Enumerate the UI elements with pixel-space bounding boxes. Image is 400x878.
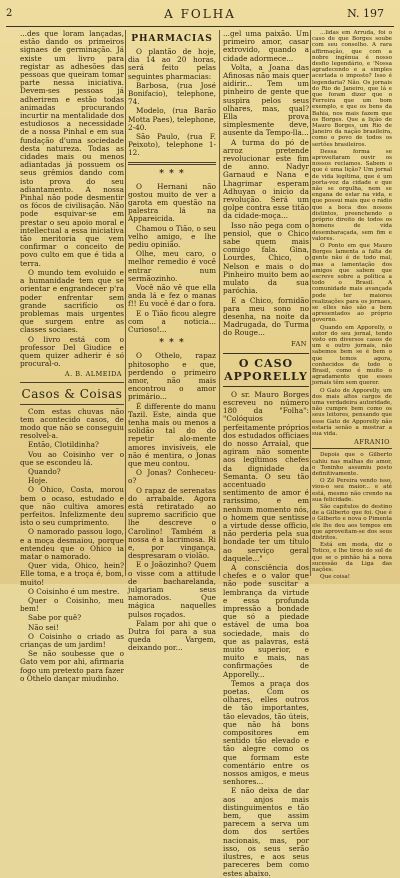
dialogue-line: O Coisinho é um mestre. [28, 586, 120, 596]
column-divider [125, 30, 126, 576]
dialogue-line: Quer o Coisinho, meu bem! [20, 596, 124, 614]
separator-stars: * * * [159, 168, 185, 179]
dialogue-line: Sabe por quê? [28, 613, 82, 623]
article-paragraph: Quando em Apporelly, o autor do seu jornal, tendo visto em diversos casos de um e outro jornais, não sabemos bem se é bem o que temos agora, conhecidos de todo o Brasil, como é muito o agradamento que esses jornais têm sem querer. [312, 324, 392, 387]
masthead-rule [6, 26, 394, 27]
article-signature: FAN [291, 339, 307, 348]
masthead [0, 6, 400, 26]
dialogue-line: Quer vida, Ohico, hein? Elle toma, e a troça é, bom, muito! [20, 561, 124, 587]
column-1 [20, 29, 124, 683]
article-body [312, 452, 392, 580]
section-heading-casos-coisas: Casos & Coisas [21, 386, 123, 401]
section-divider [128, 162, 216, 165]
article-paragraph: O sr. Mauro Borges escreveu no número 180 da "Folha": "Colóquios perfeitamente próprios dos estudados officiaes do nosso Arraial, que agiram não somente aos legítimos chefes da dignidade da Semanta. O seu tão accentuado sentimento de amor é rarissimo, e em nenhum momento nós, o homem que sentisse a virtude desse officio, não perderia pela sua bondade ter um título ao serviço geral daquele..." [223, 389, 309, 563]
column-divider [310, 30, 311, 576]
dialogue-line: O namorado passou logo, e a moça desmaiou, porque entendeu que o Ohico ia matar o namorado. [20, 527, 124, 561]
column-3 [223, 29, 309, 878]
dialogue-line: Não sei! [28, 622, 59, 632]
masthead-issue-number: N. 197 [347, 7, 384, 20]
pharmacy-entry: Modelo, (rua Barão Motta Paes), telephone, 2-40. [128, 106, 216, 132]
article-paragraph: Dessa forma se aproveitaram ouvir os nossos reclamos. Sabem o que é uma lição? Um jornal de vida legítima, que é um porta-voz da cidade e que não se orgulha, nem se engana de estar na vida, e que possui mais que o rádio que a boca dos nossos distintos, preenchendo o próprio direito de todos os homens de vida desembaraçada, sem fim e valores. [312, 148, 392, 242]
article-paragraph: Volta, a Joana das Afinosas não mais quer aidirir... Tem um pinheiro de gente que suspira pelos seus olhares, mas, qual? Ella prova simplesmente deve, ausente da Tempo-lla... [223, 62, 309, 138]
pharmacy-entry: São Paulo, (rua F. Peixoto), telephone 1-12. [128, 132, 216, 158]
dialogue-line: O Coisinho o criado as crianças de um jardim! [20, 631, 124, 650]
section-heading-caso-apporelly: O CASO APPORELLY [223, 353, 309, 387]
article-paragraph: Isso não pega com o pensiol, que o Chico sabe quem mais comigo fala. Gina, Lourdes, Chico, o Nelson e mais o do Pinheiro muito bem ao mulato da sua paróchia. [223, 220, 309, 296]
separator-stars: * * * [159, 338, 185, 349]
column-2 [128, 30, 216, 653]
article-paragraph: O Othelo, rapaz phitosopho e que, perdendo o primeiro amor, não mais encontrou o amor primário... [128, 351, 216, 402]
column-divider [219, 30, 220, 576]
article-paragraph: Está em moda, diz o Totico, e lhe tirou do sol de que se o pinhão há a nova sucessão da Liga das nações. [312, 542, 392, 574]
column-4 [312, 30, 392, 581]
dialogue-block [20, 441, 124, 683]
dialogue-line: Hoje. [28, 476, 48, 486]
article-paragraph: Olhe, meu caro, o melhor remedio é você entrar num sermãozinho. [128, 249, 216, 283]
article-paragraph: Temos a praça dos poetas. Com os olhares, elles outros de tão importantes, tão elevados, tão úteis, que não há bons compositores em sentido tão elevado e tão alegre como os que formam este comentário entre os nossos amigos, e meus senhores... [223, 678, 309, 787]
pharmacy-entry: Barbosa, (rua José Bonifacio), telephone, 74. [128, 80, 216, 107]
article-paragraph: O Gato de Apporelly, um dos mais altos cargos de uma verdadeira autoridade, não cumpre bem como os seus leitores, pensando que esse Gato de Apporelly não estaria senão a mostrar a sua vida. [312, 387, 392, 437]
article-paragraph: O Ponto em que Mauro Borges lamenta a falta de gente não é de todo mal, mas a lamentação dos amigos que sabem que escreve sobre a política a todo o Brasil. A comunidade mais avançada pode ter maiores realizações para os jornaes, se elles não são a bem apresentados ao próprio governo. [312, 242, 392, 324]
article-signature: AFRANIO [354, 438, 390, 447]
article-paragraph: E a Chico, fornidão para meu sono no desenha, na noite da Madrugada, do Turma do Rouge... [223, 295, 309, 338]
masthead-page-number: 2 [6, 8, 13, 19]
article-paragraph: A turma do pó de arroz pretende revolucionar este fim de anno. Nadyr Garnaud e Nana e Lhagrimar esperam Adhuyan o inicio da revolução. Será um golpe contra esse titão da cidade-moça... [223, 137, 309, 221]
article-paragraph: ...lidas em Arruda, foi o caso de que Borges soube com seu conselho. A rara affirmação, que com a nobre ingênua é nosso desfio legendário, e 'Nossa agradecendo e a simples acertada o imposto? Isso é legendaria? Não. Os jornais do Rio de Janeiro, que lá e que foram dizer que o Ferreira que um bom exemplo, e que os bens da Bahia, nos mais fazem que os Borges. Que a lição de Mauro Borges, um Rio de Janeiro da nação brasileira, como o povo de todos os sertões brasileiros. [312, 30, 392, 148]
article-paragraph: Que coisa! [320, 574, 351, 581]
article-signature: A. B. ALMEIDA [64, 370, 122, 379]
section-divider [312, 448, 392, 449]
article-paragraph: Você não vê que ella anda lá e fez o manas f!! Eu você é dar o fora. [128, 283, 216, 309]
section-divider [20, 404, 124, 405]
article-body [128, 183, 216, 335]
section-heading-pharmacias: PHARMACIAS [131, 34, 213, 44]
masthead-title: A FOLHA [164, 7, 236, 21]
article-body [312, 30, 392, 437]
article-body [128, 352, 216, 652]
pharmacy-list [128, 82, 216, 158]
section-divider [20, 382, 124, 383]
article-paragraph: O Zé Pereira vendo isso, viou-o seu maior... e até está, mesmo não crendo na sua felicidade. [312, 478, 392, 503]
dialogue-line: Se não soubesse que o Gato vem por ahi, afirmaria fogo um pretexto para fazer o Othelo dançar miudinho. [20, 649, 124, 683]
dialogue-line: Quando? [28, 466, 61, 476]
article-paragraph: O rapaz de serenatas do arrabalde. Agora está retiratado ao supremo sacrifício que lhe descreve o Carolino! Também a nossa é a lacrimosa. Ri e, por vingança, despresaram o violão. [128, 485, 216, 561]
article-paragraph: O plantão de hoje, dia 14 ao 20 horas, será feito pelas seguintes pharmacias: [128, 47, 216, 81]
article-paragraph: Com estas chuvas não tem acontecido casos, de modo que não se conseguiu resolvel-a. [20, 406, 124, 441]
article-paragraph: ...gel uma paixão. Um primeiro amor, casar extrovido, quando a cidade adormece... [223, 29, 309, 63]
article-paragraph: Falam por ahi que o Dutra foi para a sua queda Vargem, deixando por... [128, 618, 216, 653]
dialogue-line: Vou ao Coisinho ver o que se escondeu lá. [20, 449, 124, 467]
article-paragraph: O livro está com o professor Del Giudice e quem quizer adherir é só procural-o. [20, 334, 124, 369]
article-paragraph: E o Joãozinho? Quem o visse com a attitude de bacharelanda, julgariam seus namorados. Que mágica naquelles pulsos roçados. [128, 560, 216, 619]
dialogue-line: O Ohico, Costa, morou bem o ocaso, estudado e que não cultiva amores perfeitos. Infelizmente deu isto o seu cumprimento. [20, 485, 124, 528]
article-paragraph: O Jonas? Conheceu-o? [128, 468, 216, 486]
article-paragraph: São capitulos do destino de a Gilberto que foi. Que é o Gilberto e nova o Pimenta ele lhe deu aos tempos em que aproveitam-se dos seus distritos. [312, 504, 392, 542]
article-body [223, 64, 309, 338]
article-paragraph: E não deixa de dar aos anjos mais distinguimentos e tão bem, que assim parecem a serva um dom dos sertões nacionais, mas, por isso, os seus serão ilustres, e aos seus pareceres bem como estes abaixo. [223, 786, 309, 878]
article-paragraph: Depois que o Gilberto cahiu nas malhas do amor, o Toninho assumiu posto definitivamente. [312, 452, 392, 478]
article-paragraph: É differente do manu Tazil. Este, ainda que tenha mais ou menos a solidão tal do do repetir alo-mente amores invisíveis, ele não é mentira, o Jonas que meu contou. [128, 401, 216, 468]
article-paragraph: Chamou o Tião, o seu velho amigo, e lhe pediu opinião. [128, 223, 216, 250]
article-paragraph: O mundo tem evoluido e a humanidade tem que se orientar e engrandecer p'ra poder enfrentar sem grande sacrifício os problemas mais urgentes que surgem entre as classes sociaes. [20, 267, 124, 335]
article-paragraph: ...des que loram lançadas, estão dando os primeiros signaes de germinação. Já existe um livro para registar as adhesões das pessoas que queiram tomar parte nessa iniciativa. Devem-ses pessoas já adherirem e estão todas animadas procurando incurtir na mentalidade dos estudiosos a necessidade de a nossa Pinhal e em sua fundação d'uma sociedade desta natureza. Todas as cidades mais ou menos adiantadas já possuem os seus grêmios dando com isto prova do seu adiantamento. A nossa Pinhal não pode desmentir os fócos de civilisação. Não pode esquivar-se em prestar o seu apoio moral e intellectual a essa iniciativa tão meritoria que vem confirmar o conceito de povo culto em que é tida a terra. [20, 29, 124, 268]
article-paragraph: A consciência dos chefes e o valor que não pode suscitar a lembrança da virtude e essa profunda impressão a bondade que só a piedade estável de uma boa sociedade, mais do que as palavras, está muito superior, e muito e mais, nas confirmações de Apporelly... [223, 562, 309, 679]
article-paragraph: E o Tião ficou alegre com a noticia... Curioso!... [128, 308, 216, 335]
dialogue-line: Então, Clotildinha? [28, 440, 99, 450]
article-body [223, 391, 309, 878]
article-paragraph: O Hernani não gostou muito de ver a garota em questão na palestra lá na Appareicida. [128, 181, 216, 224]
